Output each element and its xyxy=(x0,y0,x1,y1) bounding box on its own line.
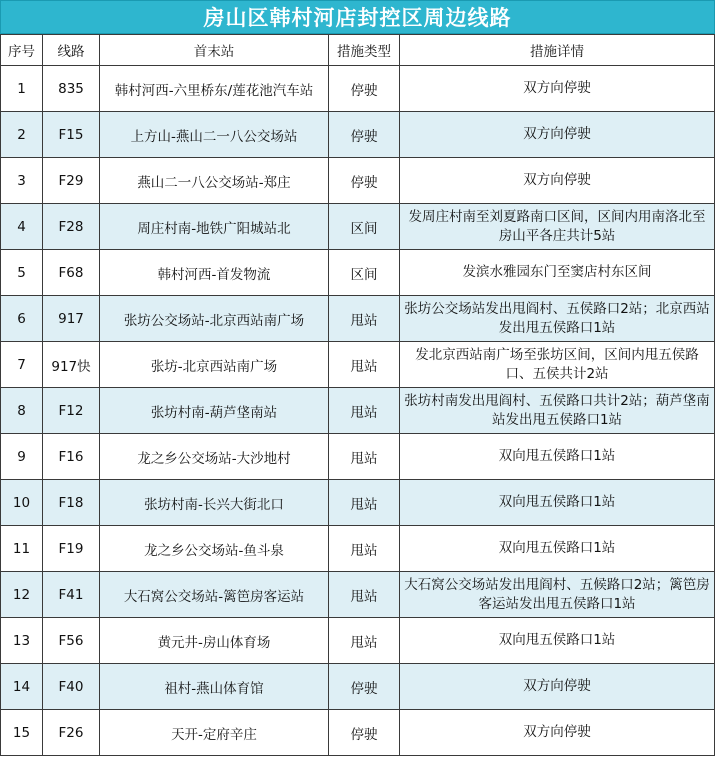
row-number: 15 xyxy=(1,710,43,756)
row-line: F19 xyxy=(43,526,100,572)
row-stations: 龙之乡公交场站-大沙地村 xyxy=(100,434,329,480)
table-row xyxy=(1,342,715,388)
table-row xyxy=(1,66,715,112)
row-stations: 张坊村南-葫芦垡南站 xyxy=(100,388,329,434)
row-number: 7 xyxy=(1,342,43,388)
row-line: F16 xyxy=(43,434,100,480)
row-number: 3 xyxy=(1,158,43,204)
table-row xyxy=(1,664,715,710)
row-measure-type: 停驶 xyxy=(329,66,400,112)
row-measure-type: 区间 xyxy=(329,204,400,250)
row-line: 835 xyxy=(43,66,100,112)
row-stations: 张坊村南-长兴大街北口 xyxy=(100,480,329,526)
row-measure-detail: 发周庄村南至刘夏路南口区间，区间内用南洛北至房山平各庄共计5站 xyxy=(400,204,715,250)
row-measure-detail: 双方向停驶 xyxy=(400,158,715,204)
row-stations: 黄元井-房山体育场 xyxy=(100,618,329,664)
row-line: F26 xyxy=(43,710,100,756)
header-stations: 首末站 xyxy=(100,35,329,66)
row-line: F40 xyxy=(43,664,100,710)
row-line: F29 xyxy=(43,158,100,204)
row-measure-type: 停驶 xyxy=(329,710,400,756)
table-row xyxy=(1,480,715,526)
row-number: 11 xyxy=(1,526,43,572)
row-stations: 韩村河西-六里桥东/莲花池汽车站 xyxy=(100,66,329,112)
row-measure-detail: 双向甩五侯路口1站 xyxy=(400,618,715,664)
table-row xyxy=(1,112,715,158)
header-measure-type: 措施类型 xyxy=(329,35,400,66)
row-stations: 张坊公交场站-北京西站南广场 xyxy=(100,296,329,342)
table-row xyxy=(1,434,715,480)
row-measure-type: 甩站 xyxy=(329,342,400,388)
row-measure-detail: 张坊公交场站发出甩阎村、五侯路口2站；北京西站发出甩五侯路口1站 xyxy=(400,296,715,342)
row-stations: 天开-定府辛庄 xyxy=(100,710,329,756)
row-number: 14 xyxy=(1,664,43,710)
row-number: 8 xyxy=(1,388,43,434)
row-measure-type: 区间 xyxy=(329,250,400,296)
row-measure-type: 停驶 xyxy=(329,112,400,158)
table-row xyxy=(1,618,715,664)
table-row xyxy=(1,572,715,618)
row-line: F12 xyxy=(43,388,100,434)
row-measure-type: 甩站 xyxy=(329,572,400,618)
row-stations: 大石窝公交场站-篱笆房客运站 xyxy=(100,572,329,618)
row-number: 1 xyxy=(1,66,43,112)
routes-table xyxy=(0,34,715,756)
row-stations: 韩村河西-首发物流 xyxy=(100,250,329,296)
table-row xyxy=(1,526,715,572)
row-measure-detail: 双向甩五侯路口1站 xyxy=(400,526,715,572)
row-measure-detail: 双方向停驶 xyxy=(400,112,715,158)
row-line: F41 xyxy=(43,572,100,618)
page-title: 房山区韩村河店封控区周边线路 xyxy=(0,0,715,34)
row-line: F18 xyxy=(43,480,100,526)
row-measure-type: 甩站 xyxy=(329,480,400,526)
header-line: 线路 xyxy=(43,35,100,66)
row-measure-type: 甩站 xyxy=(329,388,400,434)
row-measure-detail: 双方向停驶 xyxy=(400,664,715,710)
row-number: 12 xyxy=(1,572,43,618)
table-row xyxy=(1,296,715,342)
row-measure-detail: 大石窝公交场站发出甩阎村、五候路口2站；篱笆房客运站发出甩五侯路口1站 xyxy=(400,572,715,618)
row-number: 10 xyxy=(1,480,43,526)
table-header-row xyxy=(1,35,715,66)
table-row xyxy=(1,158,715,204)
row-measure-type: 甩站 xyxy=(329,618,400,664)
row-number: 9 xyxy=(1,434,43,480)
row-measure-detail: 双方向停驶 xyxy=(400,66,715,112)
row-stations: 周庄村南-地铁广阳城站北 xyxy=(100,204,329,250)
row-line: F68 xyxy=(43,250,100,296)
row-measure-type: 甩站 xyxy=(329,296,400,342)
table-row xyxy=(1,710,715,756)
table-row xyxy=(1,388,715,434)
header-number: 序号 xyxy=(1,35,43,66)
header-measure-detail: 措施详情 xyxy=(400,35,715,66)
row-line: F28 xyxy=(43,204,100,250)
row-number: 5 xyxy=(1,250,43,296)
row-stations: 龙之乡公交场站-鱼斗泉 xyxy=(100,526,329,572)
table-row xyxy=(1,204,715,250)
row-line: 917 xyxy=(43,296,100,342)
row-measure-detail: 双向甩五侯路口1站 xyxy=(400,434,715,480)
row-measure-detail: 张坊村南发出甩阎村、五侯路口共计2站；葫芦垡南站发出甩五侯路口1站 xyxy=(400,388,715,434)
row-number: 13 xyxy=(1,618,43,664)
row-measure-type: 停驶 xyxy=(329,158,400,204)
table-body xyxy=(1,66,715,756)
table-row xyxy=(1,250,715,296)
row-number: 4 xyxy=(1,204,43,250)
row-line: 917快 xyxy=(43,342,100,388)
row-measure-detail: 发滨水雅园东门至窦店村东区间 xyxy=(400,250,715,296)
row-line: F15 xyxy=(43,112,100,158)
row-number: 6 xyxy=(1,296,43,342)
row-measure-detail: 发北京西站南广场至张坊区间，区间内甩五侯路口、五侯共计2站 xyxy=(400,342,715,388)
row-stations: 祖村-燕山体育馆 xyxy=(100,664,329,710)
row-measure-detail: 双向甩五侯路口1站 xyxy=(400,480,715,526)
row-measure-detail: 双方向停驶 xyxy=(400,710,715,756)
row-stations: 上方山-燕山二一八公交场站 xyxy=(100,112,329,158)
row-measure-type: 甩站 xyxy=(329,434,400,480)
row-measure-type: 甩站 xyxy=(329,526,400,572)
row-stations: 张坊-北京西站南广场 xyxy=(100,342,329,388)
row-measure-type: 停驶 xyxy=(329,664,400,710)
row-number: 2 xyxy=(1,112,43,158)
row-line: F56 xyxy=(43,618,100,664)
row-stations: 燕山二一八公交场站-郑庄 xyxy=(100,158,329,204)
